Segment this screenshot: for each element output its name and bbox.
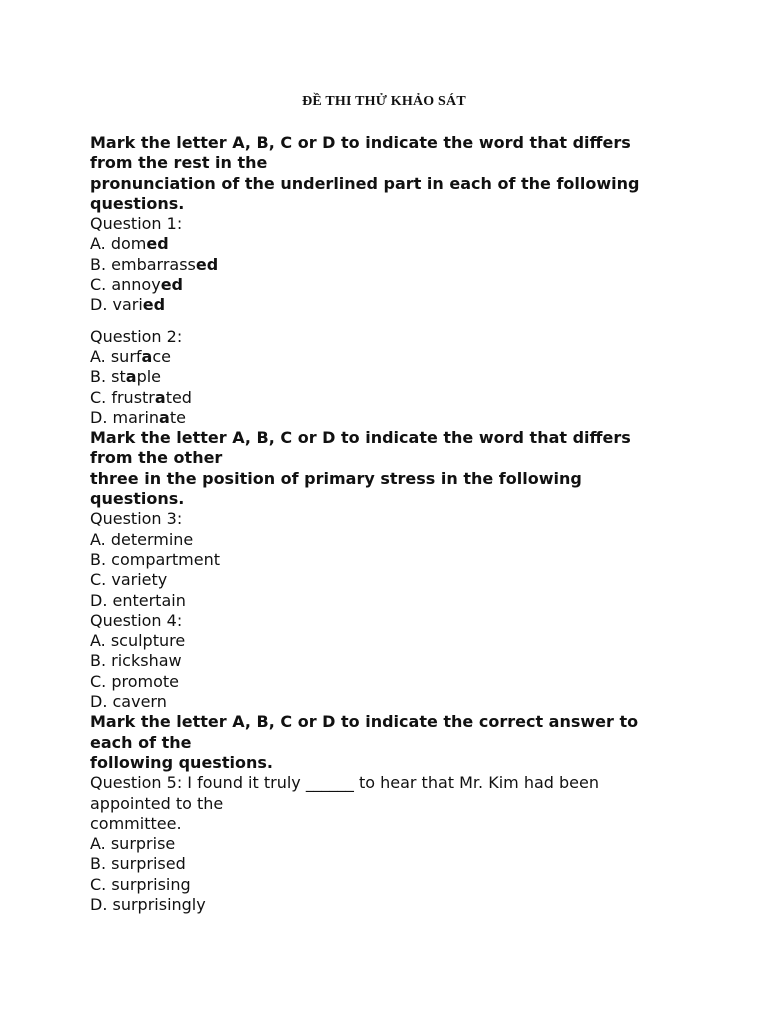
answer-option: A. surprise: [90, 834, 176, 854]
spacer: [90, 316, 690, 327]
question-label: Question 4:: [90, 610, 183, 630]
question-label: Question 2:: [90, 326, 183, 346]
instruction-line: each of the: [90, 732, 192, 752]
answer-option: D. marinate: [90, 407, 186, 427]
answer-option: A. sculpture: [90, 631, 186, 651]
answer-option: D. surprisingly: [90, 894, 206, 914]
answer-option: C. surprising: [90, 874, 191, 894]
answer-option: A. surface: [90, 346, 171, 366]
page-title: ĐỀ THI THỬ KHẢO SÁT: [302, 94, 466, 109]
answer-option: D. cavern: [90, 692, 167, 712]
answer-option: B. surprised: [90, 854, 186, 874]
instruction-line: three in the position of primary stress in the following: [90, 468, 582, 488]
answer-option: C. variety: [90, 570, 168, 590]
instruction-line: Mark the letter A, B, C or D to indicate the word that differs: [90, 133, 631, 152]
question-3: [90, 509, 690, 610]
question-label: Question 3:: [90, 509, 183, 529]
question-label: Question 1:: [90, 214, 183, 234]
document-body: [90, 133, 690, 915]
answer-option: B. staple: [90, 367, 162, 387]
instruction-line: questions.: [90, 489, 185, 509]
answer-option: A. determine: [90, 529, 194, 549]
answer-option: C. promote: [90, 671, 180, 691]
instruction-line: questions.: [90, 193, 185, 213]
answer-option: B. compartment: [90, 549, 220, 569]
answer-option: C. frustrated: [90, 387, 192, 407]
instruction-line: following questions.: [90, 752, 273, 772]
question-2: [90, 327, 690, 428]
instruction-line: Mark the letter A, B, C or D to indicate the correct answer to: [90, 712, 639, 732]
instruction-line: from the rest in the: [90, 153, 268, 173]
answer-option: B. rickshaw: [90, 651, 182, 671]
answer-option: C. annoyed: [90, 275, 183, 295]
question-text-line: committee.: [90, 813, 182, 833]
instruction-line: Mark the letter A, B, C or D to indicate the word that differs: [90, 428, 631, 448]
section-2-instruction: [90, 428, 690, 509]
answer-option: D. entertain: [90, 590, 186, 610]
answer-option: B. embarrassed: [90, 254, 219, 274]
question-1: [90, 214, 690, 315]
question-5: [90, 773, 690, 915]
section-1-instruction: [90, 133, 690, 214]
answer-option: D. varied: [90, 295, 166, 315]
question-text-line: appointed to the: [90, 793, 224, 813]
instruction-line: from the other: [90, 448, 223, 468]
question-text-line: Question 5: I found it truly ______ to hear that Mr. Kim had been: [90, 773, 599, 793]
instruction-line: pronunciation of the underlined part in each of the following: [90, 173, 640, 193]
section-3-instruction: [90, 712, 690, 773]
answer-option: A. domed: [90, 234, 169, 254]
question-4: [90, 611, 690, 712]
